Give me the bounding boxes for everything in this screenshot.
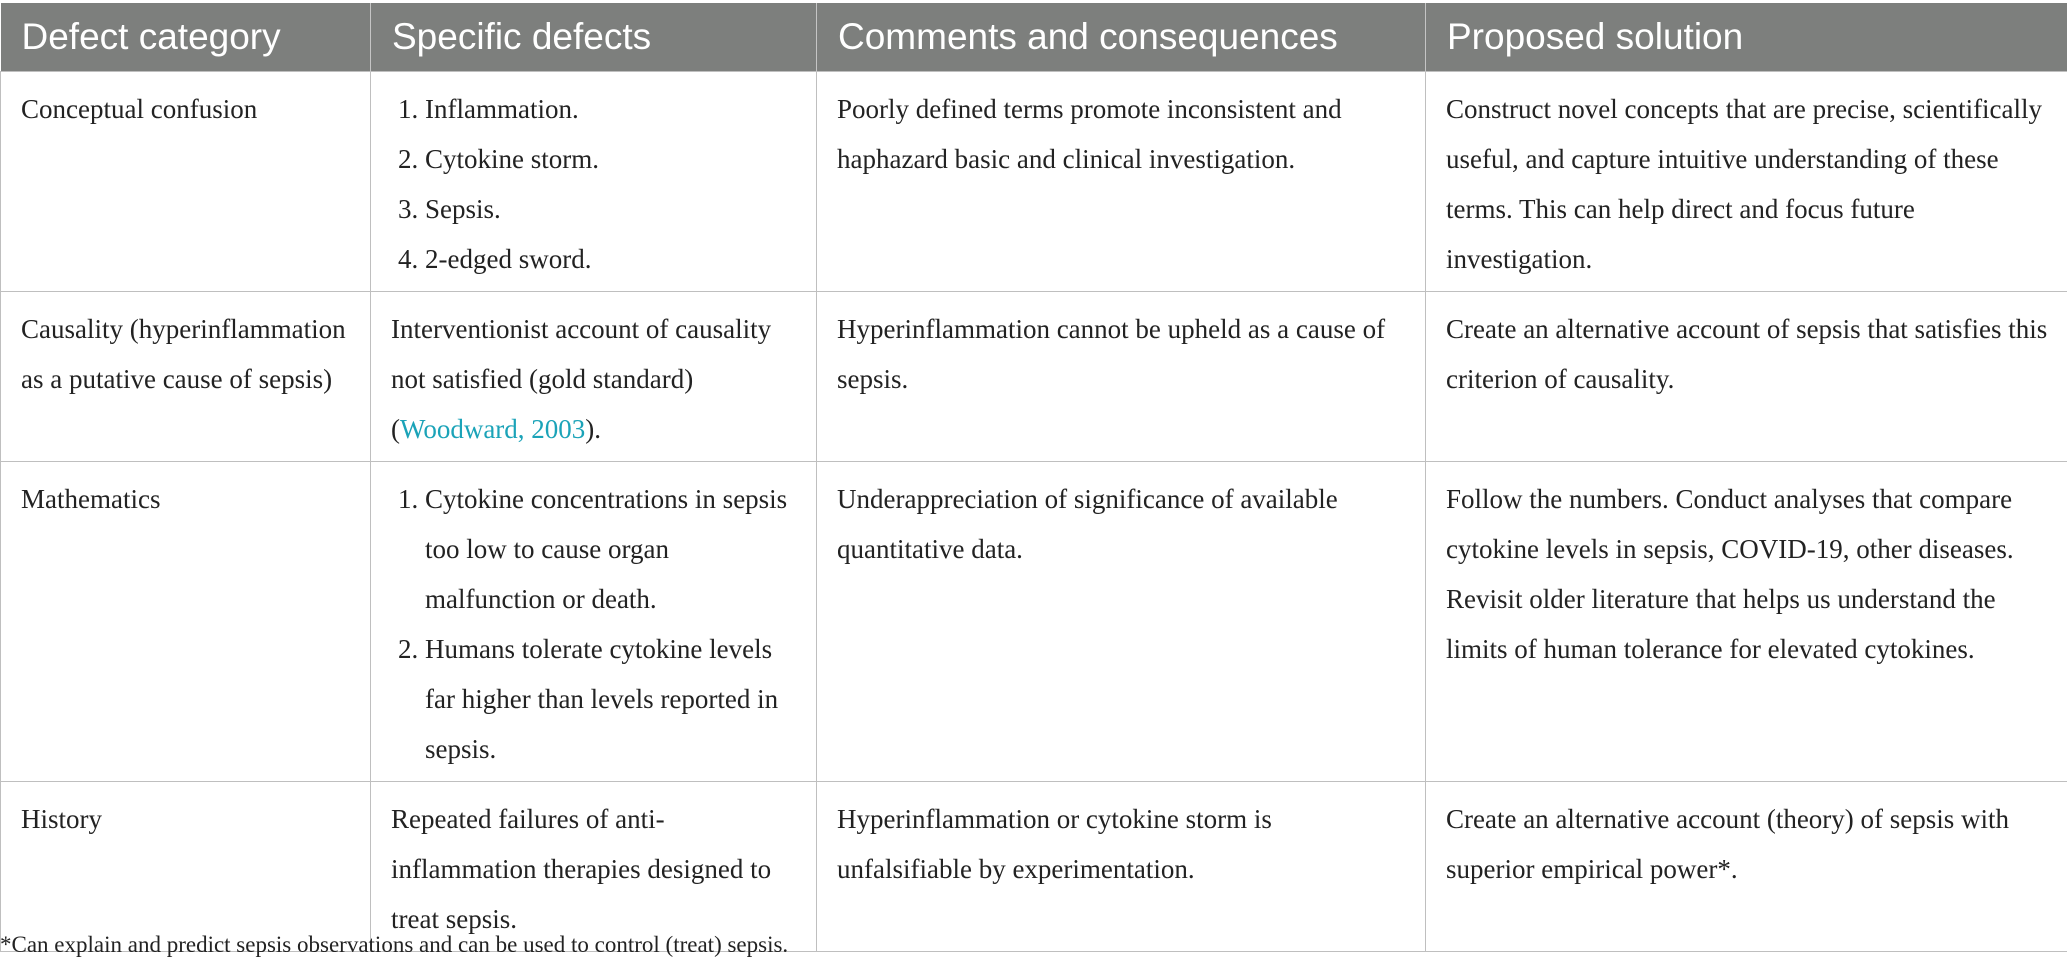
comments-cell: Underappreciation of significance of available quantitative data. xyxy=(817,462,1426,782)
solution-cell: Create an alternative account of sepsis that satisfies this criterion of causality. xyxy=(1426,292,2067,462)
defects-text: Interventionist account of causality not satisfied (gold standard) ( xyxy=(391,314,772,444)
table-footnote: *Can explain and predict sepsis observations and can be used to control (treat) sepsis. xyxy=(0,932,789,957)
solution-cell: Create an alternative account (theory) of sepsis with superior empirical power*. xyxy=(1426,782,2067,952)
comments-cell: Hyperinflammation cannot be upheld as a cause of sepsis. xyxy=(817,292,1426,462)
defect-category-cell: History xyxy=(1,782,371,952)
defects-list xyxy=(391,84,798,284)
list-item: 1. Inflammation. xyxy=(425,84,798,134)
specific-defects-cell xyxy=(371,72,817,292)
solution-cell: Follow the numbers. Conduct analyses that compare cytokine levels in sepsis, COVID-19, other diseases. Revisit older literature that helps us understand the limits of human tolerance for elevated cytokines. xyxy=(1426,462,2067,782)
list-item: 3. Sepsis. xyxy=(425,184,798,234)
citation-link[interactable]: Woodward, 2003 xyxy=(400,414,586,444)
solution-cell: Construct novel concepts that are precise, scientifically useful, and capture intuitive understanding of these terms. This can help direct and focus future investigation. xyxy=(1426,72,2067,292)
defect-category-cell: Conceptual confusion xyxy=(1,72,371,292)
header-specific-defects: Specific defects xyxy=(371,3,817,72)
header-comments-consequences: Comments and consequences xyxy=(817,3,1426,72)
table-body xyxy=(1,72,2067,952)
table-header xyxy=(1,3,2067,72)
defects-list xyxy=(391,474,798,774)
list-item: 2. Humans tolerate cytokine levels far higher than levels reported in sepsis. xyxy=(425,624,798,774)
defects-table-container xyxy=(0,3,2067,952)
header-row xyxy=(1,3,2067,72)
specific-defects-cell xyxy=(371,462,817,782)
list-item: 4. 2-edged sword. xyxy=(425,234,798,284)
specific-defects-cell xyxy=(371,292,817,462)
header-proposed-solution: Proposed solution xyxy=(1426,3,2067,72)
comments-cell: Hyperinflammation or cytokine storm is unfalsifiable by experimentation. xyxy=(817,782,1426,952)
table-row xyxy=(1,292,2067,462)
table-row xyxy=(1,72,2067,292)
table-row xyxy=(1,462,2067,782)
specific-defects-cell: Repeated failures of anti-inflammation therapies designed to treat sepsis. xyxy=(371,782,817,952)
comments-cell: Poorly defined terms promote inconsistent and haphazard basic and clinical investigation. xyxy=(817,72,1426,292)
header-defect-category: Defect category xyxy=(1,3,371,72)
defect-category-cell: Mathematics xyxy=(1,462,371,782)
defects-table xyxy=(0,3,2067,952)
defects-text-end: ). xyxy=(585,414,602,444)
list-item: 1. Cytokine concentrations in sepsis too low to cause organ malfunction or death. xyxy=(425,474,798,624)
list-item: 2. Cytokine storm. xyxy=(425,134,798,184)
table-row xyxy=(1,782,2067,952)
defect-category-cell: Causality (hyperinflammation as a putative cause of sepsis) xyxy=(1,292,371,462)
